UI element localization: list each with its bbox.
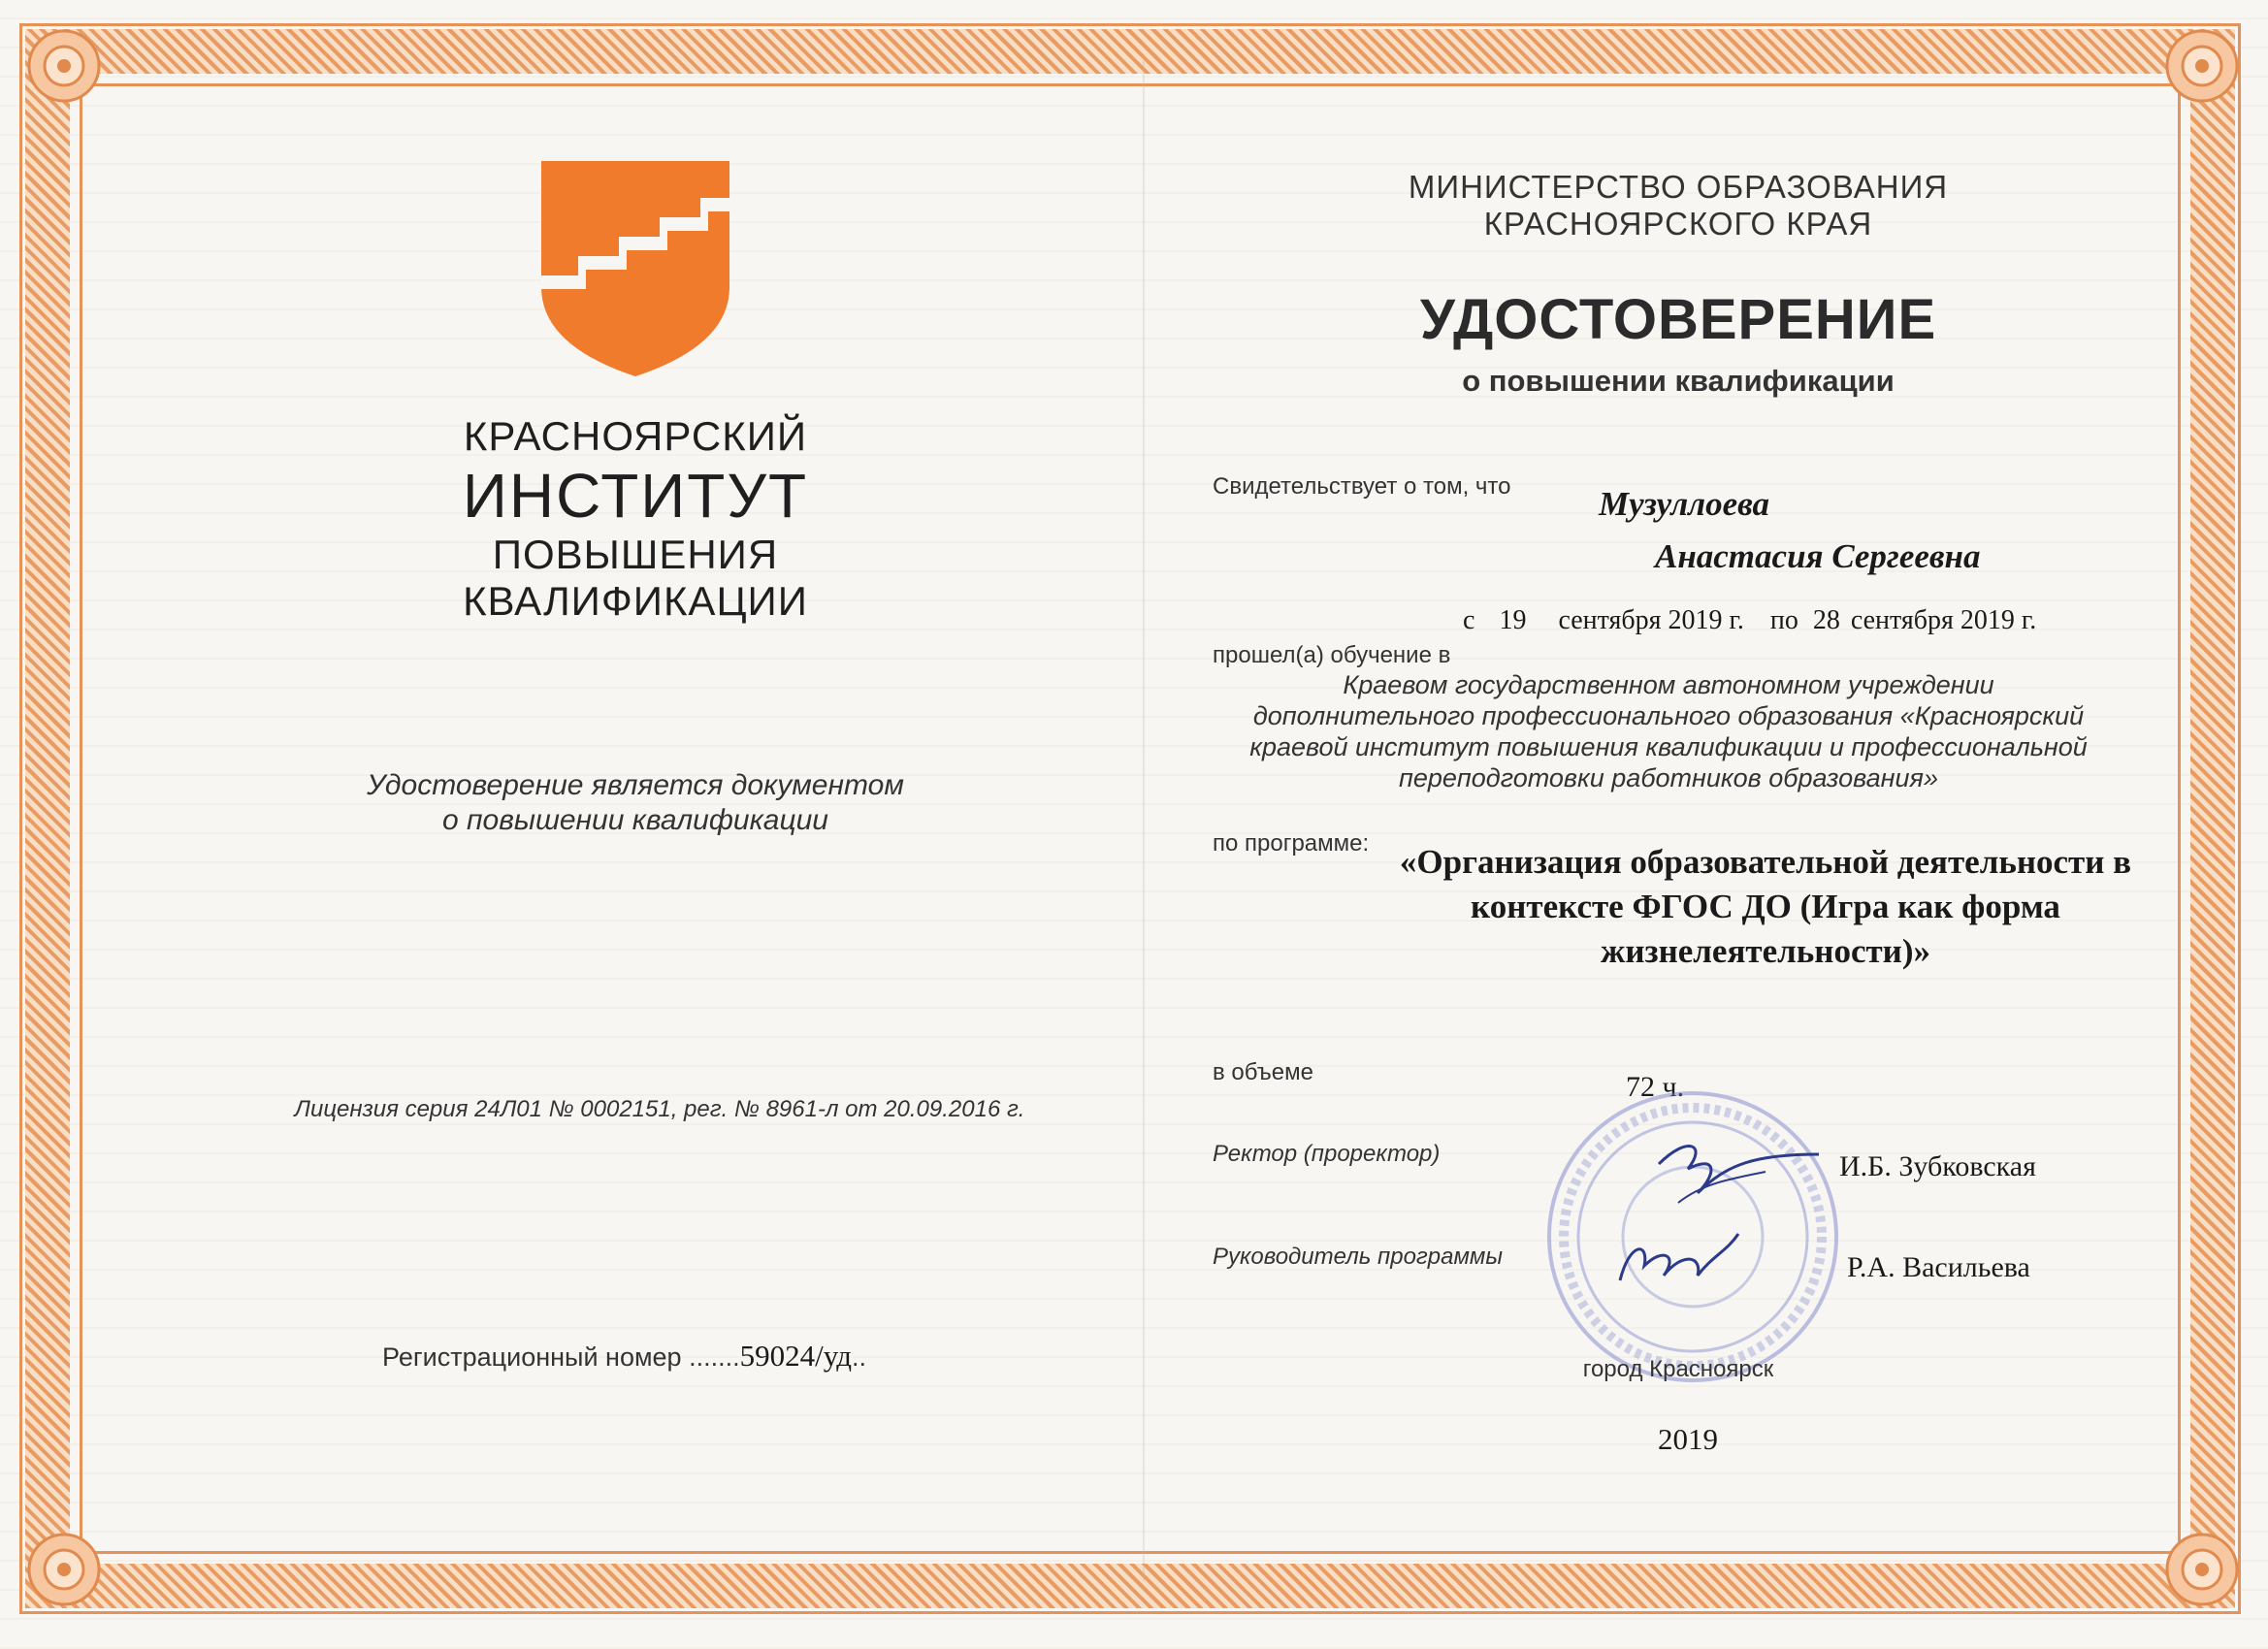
volume-label: в объеме	[1213, 1059, 1313, 1085]
date-to-prefix: по	[1769, 605, 1798, 635]
program-line-2: контексте ФГОС ДО (Игра как форма	[1471, 888, 2060, 925]
date-from-prefix: с	[1463, 605, 1475, 635]
corner-ornament-bottom-left-icon	[17, 1523, 111, 1616]
date-to-month-year: сентября 2019 г.	[1850, 605, 2037, 635]
recipient-surname: Музуллоева	[1599, 485, 1770, 523]
program-line-1: «Организация образовательной деятельности в	[1399, 843, 2132, 881]
volume-value: 72 ч.	[1626, 1071, 1685, 1103]
ministry-heading	[1348, 169, 2008, 242]
institute-name-line-3: ПОВЫШЕНИЯ	[492, 532, 779, 577]
program-head-label: Руководитель программы	[1213, 1244, 1504, 1270]
document-note	[291, 768, 980, 838]
document-note-line-1: Удостоверение является документом	[367, 769, 904, 801]
date-from-day: 19	[1499, 605, 1527, 635]
registration-number-row	[382, 1339, 866, 1374]
city: город Красноярск	[1582, 1356, 1774, 1382]
organization-line-3: краевой институт повышения квалификации и профессиональной	[1249, 732, 2088, 761]
registration-dots: ..	[852, 1342, 867, 1372]
issue-year: 2019	[1658, 1422, 1718, 1456]
document-title: УДОСТОВЕРЕНИЕ	[1419, 288, 1937, 351]
ministry-line-1: МИНИСТЕРСТВО ОБРАЗОВАНИЯ	[1408, 169, 1949, 205]
program-head-signature-icon	[1610, 1222, 1746, 1300]
recipient-given-names: Анастасия Сергеевна	[1655, 537, 1981, 575]
organization-line-1: Краевом государственном автономном учреждении	[1343, 670, 1994, 699]
institute-name	[388, 413, 883, 625]
certifies-label: Свидетельствует о том, что	[1213, 473, 1511, 500]
corner-ornament-top-left-icon	[17, 19, 111, 113]
program-head-name: Р.А. Васильева	[1847, 1251, 2030, 1283]
program-title	[1368, 840, 2163, 974]
corner-ornament-bottom-right-icon	[2155, 1523, 2249, 1616]
institute-name-line-4: КВАЛИФИКАЦИИ	[463, 578, 808, 624]
document-note-line-2: о повышении квалификации	[442, 804, 828, 836]
trained-label: прошел(а) обучение в	[1213, 642, 1451, 668]
institute-name-line-2: ИНСТИТУТ	[462, 461, 809, 531]
organization-line-4: переподготовки работников образования»	[1399, 763, 1938, 792]
program-label: по программе:	[1213, 830, 1370, 857]
corner-ornament-top-right-icon	[2155, 19, 2249, 113]
institute-logo-icon	[541, 161, 729, 376]
rector-label: Ректор (проректор)	[1213, 1141, 1441, 1167]
document-subtitle: о повышении квалификации	[1462, 364, 1895, 398]
training-dates	[1463, 605, 2036, 636]
institute-name-line-1: КРАСНОЯРСКИЙ	[463, 413, 808, 459]
registration-number: 59024/уд	[739, 1339, 853, 1373]
organization-name	[1203, 669, 2134, 793]
organization-line-2: дополнительного профессионального образования «Красноярский	[1252, 701, 2085, 730]
registration-label: Регистрационный номер .......	[382, 1342, 740, 1372]
rector-name: И.Б. Зубковская	[1839, 1150, 2036, 1182]
date-from-month-year: сентября 2019 г.	[1558, 605, 1744, 635]
program-line-3: жизнелеятельности)»	[1600, 932, 1930, 970]
page-fold-line	[1143, 58, 1145, 1581]
license-info: Лицензия серия 24Л01 № 0002151, рег. № 8961-л от 20.09.2016 г.	[294, 1096, 1025, 1122]
date-to-day: 28	[1812, 605, 1840, 635]
rector-signature-icon	[1649, 1125, 1824, 1212]
ministry-line-2: КРАСНОЯРСКОГО КРАЯ	[1483, 206, 1873, 242]
